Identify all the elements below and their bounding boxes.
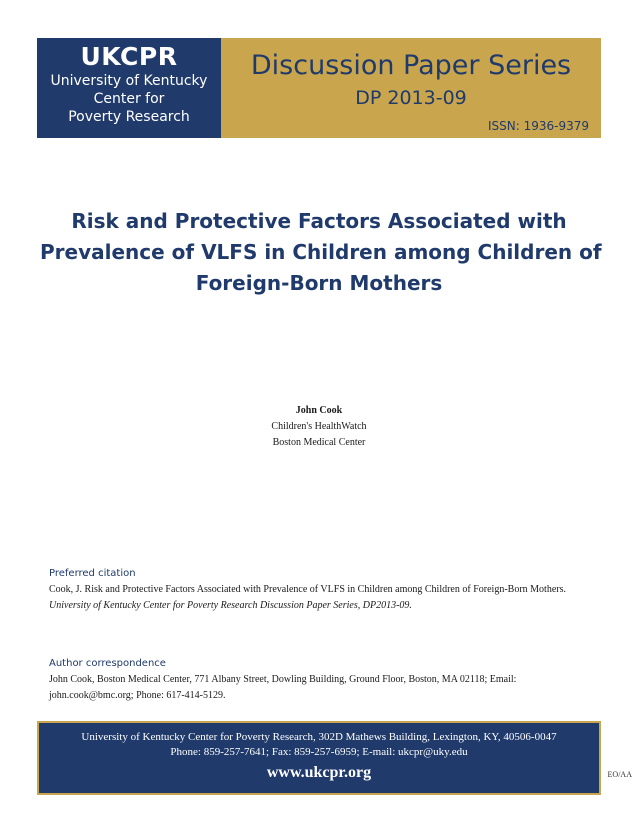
org-line-1: University of Kentucky: [50, 73, 208, 89]
footer-address-2: Phone: 859-257-7641; Fax: 859-257-6959; E-mail: ukcpr@uky.edu: [170, 746, 468, 758]
issn: ISSN: 1936-9379: [487, 119, 589, 133]
citation-series: University of Kentucky Center for Poverty Research Discussion Paper Series: [49, 600, 358, 611]
author-affiliation-2: Boston Medical Center: [272, 437, 366, 448]
org-line-2: Center for: [93, 91, 165, 107]
eo-aa-mark: EO/AA: [607, 770, 632, 779]
title-line-3: Foreign-Born Mothers: [195, 271, 443, 295]
footer-banner: [37, 721, 601, 795]
title-line-2: Prevalence of VLFS in Children among Children of: [40, 240, 602, 264]
correspondence-text: John Cook, Boston Medical Center, 771 Albany Street, Dowling Building, Ground Floor, Boston, MA 02118; Email: john.cook@bmc.org; Phone: 617-414-5129.: [49, 674, 517, 701]
correspondence-section: [49, 656, 591, 704]
footer-address-1: University of Kentucky Center for Poverty Research, 302D Mathews Building, Lexington, KY, 40506-0047: [81, 731, 557, 743]
author-name: John Cook: [295, 405, 343, 416]
org-line-3: Poverty Research: [68, 109, 190, 125]
org-block: [37, 38, 221, 138]
citation-end: , DP2013-09.: [357, 600, 412, 611]
title-line-1: Risk and Protective Factors Associated with: [71, 209, 567, 233]
citation-label: Preferred citation: [49, 568, 136, 579]
author-affiliation-1: Children's HealthWatch: [271, 421, 367, 432]
header-banner: [37, 38, 601, 138]
citation-text: [49, 582, 591, 614]
org-abbrev: UKCPR: [80, 42, 178, 71]
author-block: [0, 403, 638, 451]
correspondence-label: Author correspondence: [49, 658, 166, 669]
series-block: [221, 38, 601, 138]
footer-url[interactable]: www.ukcpr.org: [266, 764, 372, 781]
paper-title: [40, 206, 602, 299]
series-title: Discussion Paper Series: [250, 50, 572, 81]
citation-plain: Cook, J. Risk and Protective Factors Associated with Prevalence of VLFS in Children among Children of Foreign-Born Mothers.: [49, 584, 566, 595]
dp-number: DP 2013-09: [355, 87, 467, 109]
citation-section: [49, 566, 591, 614]
